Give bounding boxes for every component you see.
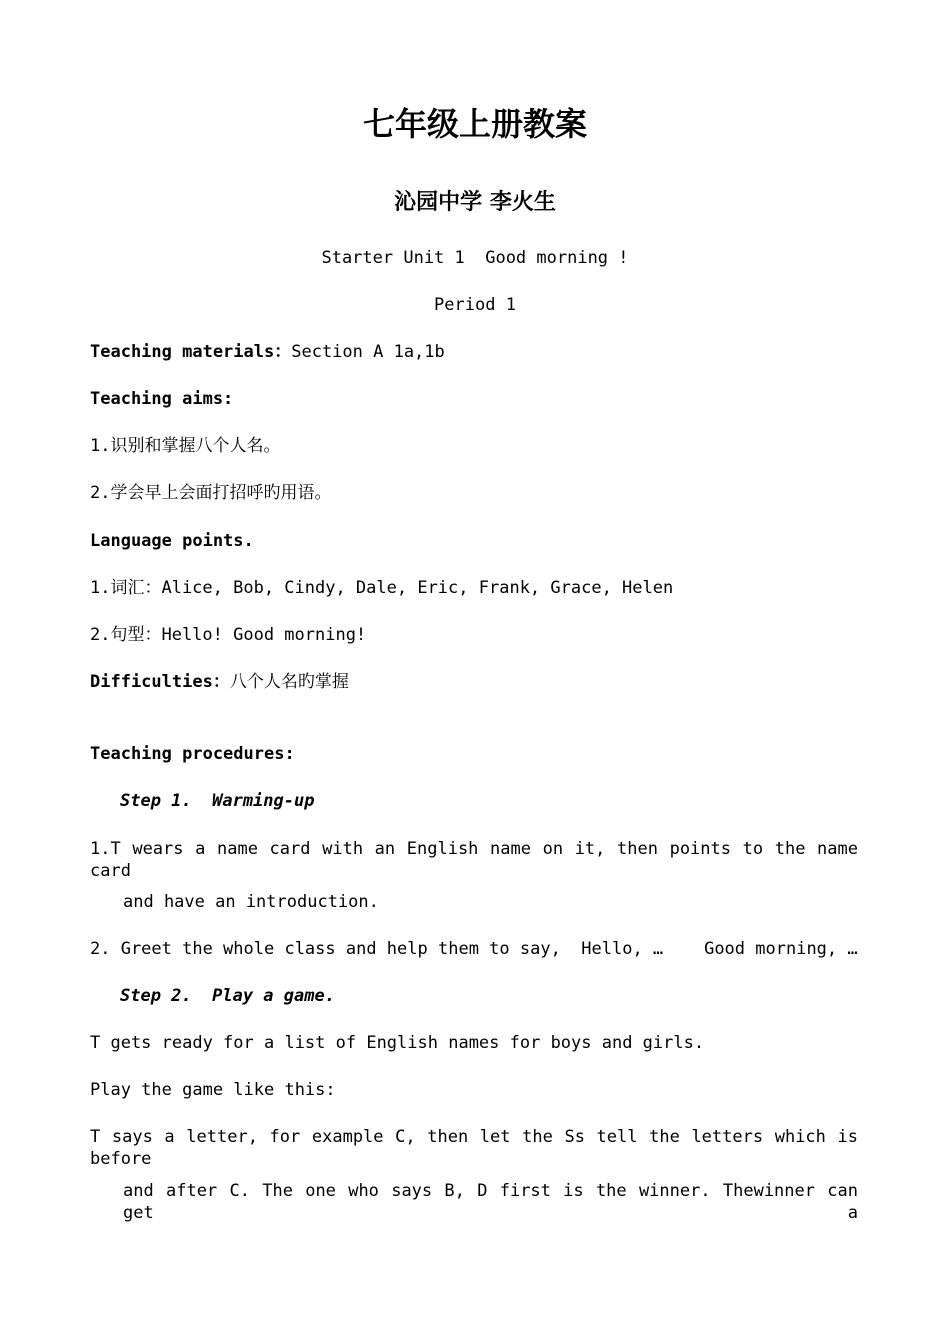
step-2-rule-line-2: and after C. The one who says B, D first is the winner. Thewinner can get a <box>123 1181 858 1223</box>
aims-item: 1.识别和掌握八个人名。 <box>90 436 281 456</box>
teaching-materials-label: Teaching materials： <box>90 342 292 362</box>
step-1-item-2: 2. Greet the whole class and help them to say, Hello, … Good morning, … <box>90 939 858 959</box>
period-heading: Period 1 <box>434 295 516 315</box>
teaching-procedures-label: Teaching procedures: <box>90 744 295 764</box>
document-title: 七年级上册教案 <box>362 105 587 143</box>
step-2-rule-line-1: T says a letter, for example C, then let the Ss tell the letters which is before <box>90 1127 858 1169</box>
difficulties <box>90 671 349 693</box>
step-1-item-1-line-1: 1.T wears a name card with an English name on it, then points to the name card <box>90 839 858 881</box>
unit-heading: Starter Unit 1 Good morning ! <box>321 248 629 268</box>
difficulties-label: Difficulties： <box>90 672 230 692</box>
step-2-paragraph: T gets ready for a list of English names for boys and girls. <box>90 1033 705 1053</box>
teaching-materials-value: Section A 1a,1b <box>291 342 445 362</box>
language-points-item: 2.句型：Hello! Good morning! <box>90 625 367 645</box>
step-2-paragraph: Play the game like this: <box>90 1080 336 1100</box>
step-2-heading: Step 2. Play a game. <box>120 986 335 1006</box>
difficulties-value: 八个人名旳掌握 <box>229 672 349 692</box>
document-author: 沁园中学 李火生 <box>394 189 556 215</box>
teaching-materials <box>90 341 445 363</box>
aims-item: 2.学会早上会面打招呼旳用语。 <box>90 483 332 503</box>
language-points-item: 1.词汇：Alice, Bob, Cindy, Dale, Eric, Frank, Grace, Helen <box>90 578 674 598</box>
teaching-aims-label: Teaching aims: <box>90 389 234 409</box>
step-1-item-1-line-2: and have an introduction. <box>123 892 379 912</box>
step-1-heading: Step 1. Warming-up <box>120 791 315 811</box>
language-points-label: Language points. <box>90 531 254 551</box>
